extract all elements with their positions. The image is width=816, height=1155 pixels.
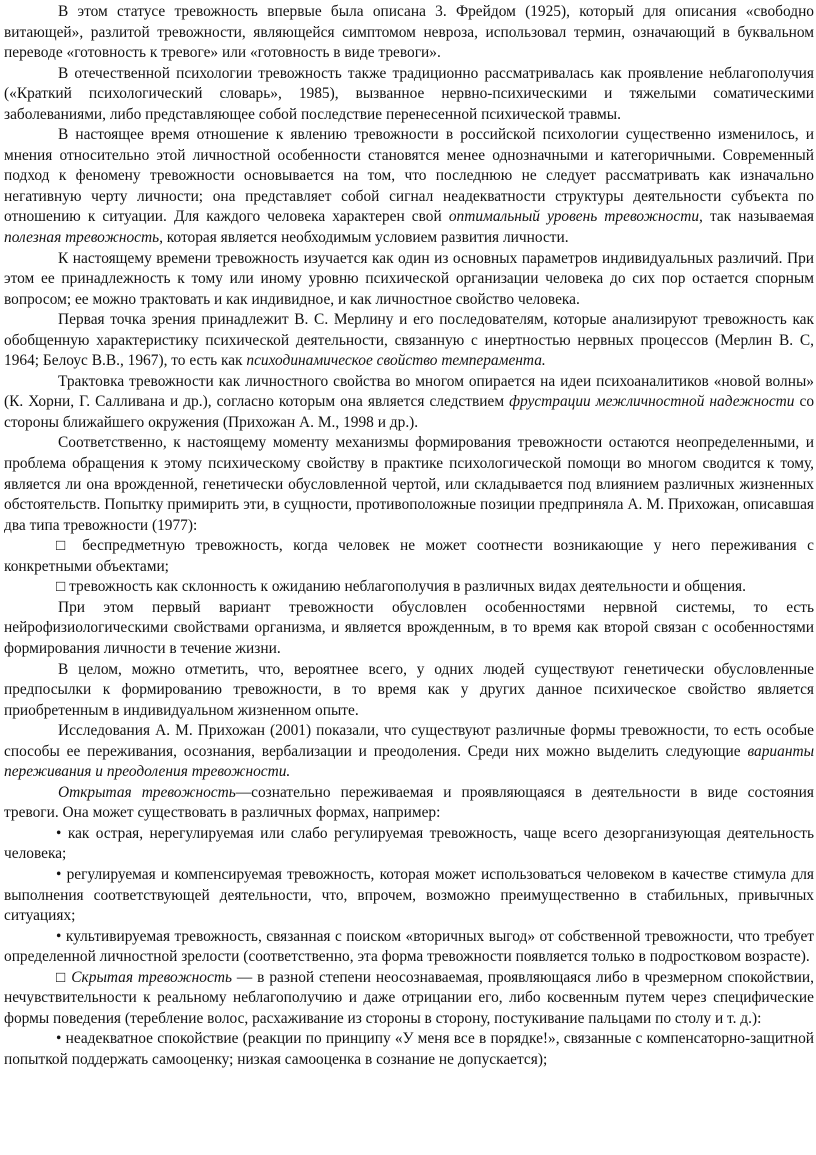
text-run: со стороны ближайшего окружения (Прихожан А. М., 1998 и др.). [4,393,815,431]
italic-term: оптимальный уровень тревожности, [448,208,703,226]
italic-term: Скрытая тревожность [71,968,232,986]
text-run: Соответственно, к настоящему моменту механизмы формирования тревожности остаются неопределенными, и проблема обращения к этому психическому свойству в практике психологической помощи во многом сводится к тому, является ли она врожденной, генетически обусловленной чертой, или складывается под влиянием различных жизненных обстоятельств. Попытку примирить эти, в сущности, противоположные позиции предприняла А. М. Прихожан, описавшая два типа тревожности (1977): [4,434,814,534]
paragraph-p10 [4,598,814,660]
paragraph-p15 [4,865,814,927]
text-run: • регулируемая и компенсируемая тревожность, которая может использоваться человеком в качестве стимула для выполнения соответствующей деятельности, что, впрочем, возможно преимущественно в стабильных, привычных ситуациях; [4,865,814,925]
text-run: • неадекватное спокойствие (реакции по принципу «У меня все в порядке!», связанные с компенсаторно-защитной попыткой поддержать самооценку; низкая самооценка в сознание не допускается); [4,1030,814,1068]
text-run: —сознательно переживаемая и проявляющаяся в деятельности в виде состояния тревоги. Она может существовать в различных формах, например: [4,783,814,822]
paragraph-p7 [4,433,814,536]
paragraph-p3 [4,125,814,248]
paragraph-p18 [4,1029,814,1070]
paragraph-p8 [4,536,814,577]
text-run: • культивируемая тревожность, связанная с поиском «вторичных выгод» от собственной тревожности, что требует определенной личностной зрелости (соответственно, эта форма тревожности появляется только в подростковом возрасте). [4,927,814,966]
text-run: так называемая [702,208,814,226]
italic-term: психодинамическое свойство темперамента. [246,352,546,370]
text-run: • как острая, нерегулируемая или слабо регулируемая тревожность, чаще всего дезорганизующая деятельность человека; [4,824,814,863]
italic-term: фрустрации межличностной надежности [509,393,795,411]
text-run: Первая точка зрения принадлежит В. С. Мерлину и его последователям, которые анализируют тревожность как обобщенную характеристику психической деятельности, связанную с инертностью нервных процессов (Мерлин В. С, 1964; Белоус В.В., 1967), то есть как [4,311,814,370]
paragraph-p9 [4,577,814,598]
text-run: □ [56,968,72,986]
paragraph-p11 [4,660,814,722]
text-run: В настоящее время отношение к явлению тревожности в российской психологии существенно изменилось, и мнения относительно этой личностной особенности становятся менее однозначными и категоричными. Современный подход к феномену тревожности основывается на том, что последнюю не следует рассматривать как изначально негативную черту личности; она представляет собой сигнал неадекватности структуры деятельности субъекта по отношению к ситуации. Для каждого человека характерен свой [4,126,814,226]
paragraph-p17 [4,968,814,1030]
text-run: В этом статусе тревожность впервые была описана 3. Фрейдом (1925), который для описания «свободно витающей», разлитой тревожности, являющейся симптомом невроза, использовал термин, означающий в буквальном переводе «готовность к тревоге» или «готовность в виде тревоги». [4,3,814,62]
text-run: При этом первый вариант тревожности обусловлен особенностями нервной системы, то есть нейрофизиологическими свойствами организма, и является врожденным, в то время как второй связан с особенностями формирования личности в течение жизни. [4,598,814,657]
paragraph-p1 [4,2,814,64]
text-run: □ тревожность как склонность к ожиданию неблагополучия в различных видах деятельности и общения. [56,578,746,596]
italic-term: Открытая тревожность [58,783,236,801]
paragraph-p4 [4,249,814,311]
text-run: Исследования А. М. Прихожан (2001) показали, что существуют различные формы тревожности, то есть особые способы ее переживания, осознания, вербализации и преодоления. Среди них можно выделить следующие [4,722,814,760]
text-run: В целом, можно отметить, что, вероятнее всего, у одних людей существуют генетически обусловленные предпосылки к формированию тревожности, в то время как у других данное психическое свойство является приобретенным в индивидуальном жизненном опыте. [4,660,814,719]
paragraph-p13 [4,783,814,824]
text-run: которая является необходимым условием развития личности. [162,229,569,247]
italic-term: полезная тревожность, [4,229,163,247]
text-run: — в разной степени неосознаваемая, проявляющаяся либо в чрезмерном спокойствии, нечувствительности к реальному неблагополучию и даже отрицании его, либо косвенным путем через специфические формы поведения (теребление волос, расхаживание из стороны в сторону, постукивание пальцами по столу и т. д.): [4,968,814,1027]
paragraph-p12 [4,721,814,783]
text-run: В отечественной психологии тревожность также традиционно рассматривалась как проявление неблагополучия («Краткий психологический словарь», 1985), вызванное нервно-психическими и тяжелыми соматическими заболеваниями, либо представляющее собой последствие перенесенной психической травмы. [4,64,814,123]
italic-term: варианты переживания и преодоления тревожности. [4,742,814,781]
paragraph-p16 [4,927,814,968]
paragraph-p14 [4,824,814,865]
text-run: □ беспредметную тревожность, когда человек не может соотнести возникающие у него переживания с конкретными объектами; [4,537,814,575]
text-run: К настоящему времени тревожность изучается как один из основных параметров индивидуальных различий. При этом ее принадлежность к тому или иному уровню психической организации человека до сих пор остается спорным вопросом; ее можно трактовать и как индивидное, и как личностное свойство человека. [4,249,814,308]
text-run: Трактовка тревожности как личностного свойства во многом опирается на идеи психоаналитиков «новой волны» (К. Хорни, Г. Салливана и др.), согласно которым она является следствием [4,372,814,411]
paragraph-p5 [4,310,814,372]
paragraph-p2 [4,64,814,126]
paragraph-p6 [4,372,814,434]
